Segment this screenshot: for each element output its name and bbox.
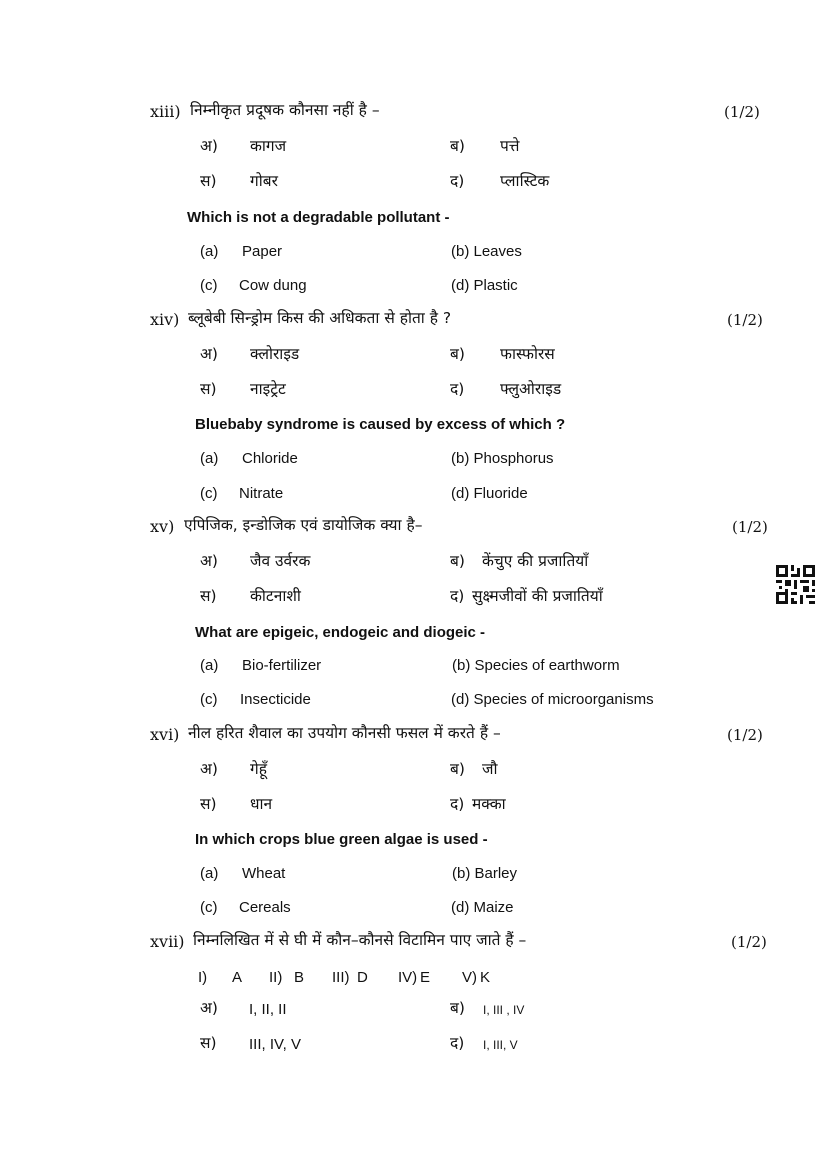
vitamin-item-label: II) (269, 969, 283, 986)
option-label: अ) (200, 345, 218, 363)
option-label: ब) (450, 345, 465, 363)
option-text: जैव उर्वरक (250, 552, 311, 570)
option-text: Nitrate (239, 485, 284, 502)
option-text: I, III, V (483, 1038, 518, 1052)
option-text: (d) Species of microorganisms (451, 691, 654, 708)
option-text: (b) Leaves (451, 243, 522, 260)
option-text: प्लास्टिक (500, 172, 550, 190)
option-text: Wheat (242, 865, 286, 882)
option-text: गोबर (250, 172, 278, 190)
question-number: xvii) (150, 932, 185, 951)
question-marks: (1/2) (724, 103, 760, 121)
vitamin-item-text: B (294, 969, 305, 986)
option-text: Bio-fertilizer (242, 657, 322, 674)
option-label: द) (450, 1034, 465, 1052)
option-text: नाइट्रेट (250, 380, 286, 398)
question-text-hindi: एपिजिक, इन्डोजिक एवं डायोजिक क्या है– (184, 516, 423, 534)
option-label: अ) (200, 999, 218, 1017)
option-text: (b) Species of earthworm (452, 657, 620, 674)
option-text: फ्लुओराइड (500, 380, 562, 398)
option-text: फास्फोरस (500, 345, 555, 363)
option-text: (d) Fluoride (451, 485, 528, 502)
option-label: ब) (450, 760, 465, 778)
option-text: Cereals (239, 899, 291, 916)
question-text-hindi: निम्नलिखित में से घी में कौन–कौनसे विटामिन पाए जाते हैं – (193, 931, 527, 949)
vitamin-item-text: K (480, 969, 491, 986)
option-text: पत्ते (500, 137, 520, 155)
option-label: ब) (450, 552, 465, 570)
question-text-hindi: ब्लूबेबी सिन्ड्रोम किस की अधिकता से होता है ? (188, 309, 452, 327)
option-text: III, IV, V (249, 1036, 301, 1053)
option-label: (c) (200, 485, 218, 502)
option-text: क्लोराइड (250, 345, 300, 363)
option-label: अ) (200, 137, 218, 155)
option-text: Paper (242, 243, 283, 260)
option-label: स) (200, 795, 217, 813)
question-marks: (1/2) (727, 726, 763, 744)
question-marks: (1/2) (732, 518, 768, 536)
option-text: I, III , IV (483, 1003, 525, 1017)
option-label: स) (200, 172, 217, 190)
option-text: कागज (250, 137, 287, 155)
question-number: xvi) (150, 725, 180, 744)
option-text: मक्का (472, 795, 506, 813)
option-text: (b) Barley (452, 865, 518, 882)
option-text: Insecticide (240, 691, 311, 708)
option-text: कीटनाशी (250, 587, 301, 605)
option-label: ब) (450, 999, 465, 1017)
option-label: स) (200, 380, 217, 398)
option-text: I, II, II (249, 1001, 287, 1018)
question-text-hindi: नील हरित शैवाल का उपयोग कौनसी फसल में करते हैं – (188, 724, 501, 742)
vitamin-item-label: IV) (398, 969, 418, 986)
option-label: (c) (200, 691, 218, 708)
question-text-english: In which crops blue green algae is used - (195, 831, 488, 848)
option-label: द) (450, 172, 465, 190)
question-text-english: Which is not a degradable pollutant - (187, 209, 450, 226)
vitamin-item-label: III) (332, 969, 350, 986)
vitamin-item-label: V) (462, 969, 477, 986)
option-label: द) (450, 587, 465, 605)
question-marks: (1/2) (731, 933, 767, 951)
vitamin-item-text: A (232, 969, 243, 986)
vitamin-item-text: D (357, 969, 368, 986)
option-label: द) (450, 380, 465, 398)
option-label: ब) (450, 137, 465, 155)
question-number: xv) (150, 517, 175, 536)
vitamin-item-text: E (420, 969, 431, 986)
option-text: गेहूँ (250, 760, 267, 778)
option-text: Chloride (242, 450, 298, 467)
option-label: (c) (200, 277, 218, 294)
option-label: (a) (200, 450, 219, 467)
question-text-hindi: निम्नीकृत प्रदूषक कौनसा नहीं है – (190, 101, 380, 119)
qr-code-icon (776, 565, 815, 604)
option-text: (d) Plastic (451, 277, 518, 294)
question-number: xiv) (150, 310, 180, 329)
option-label: (a) (200, 243, 219, 260)
option-label: अ) (200, 760, 218, 778)
vitamin-item-label: I) (198, 969, 208, 986)
option-label: द) (450, 795, 465, 813)
option-label: (a) (200, 865, 219, 882)
option-text: Cow dung (239, 277, 307, 294)
question-text-english: What are epigeic, endogeic and diogeic - (195, 624, 486, 641)
option-text: केंचुए की प्रजातियाँ (482, 552, 589, 570)
option-label: (a) (200, 657, 219, 674)
question-number: xiii) (150, 102, 181, 121)
option-text: (d) Maize (451, 899, 514, 916)
option-label: स) (200, 587, 217, 605)
option-text: धान (250, 795, 273, 813)
question-text-english: Bluebaby syndrome is caused by excess of which ? (195, 416, 566, 433)
question-marks: (1/2) (727, 311, 763, 329)
option-label: स) (200, 1034, 217, 1052)
option-label: अ) (200, 552, 218, 570)
option-text: सुक्ष्मजीवों की प्रजातियाँ (472, 587, 603, 605)
option-text: जौ (482, 760, 498, 778)
option-text: (b) Phosphorus (451, 450, 554, 467)
option-label: (c) (200, 899, 218, 916)
